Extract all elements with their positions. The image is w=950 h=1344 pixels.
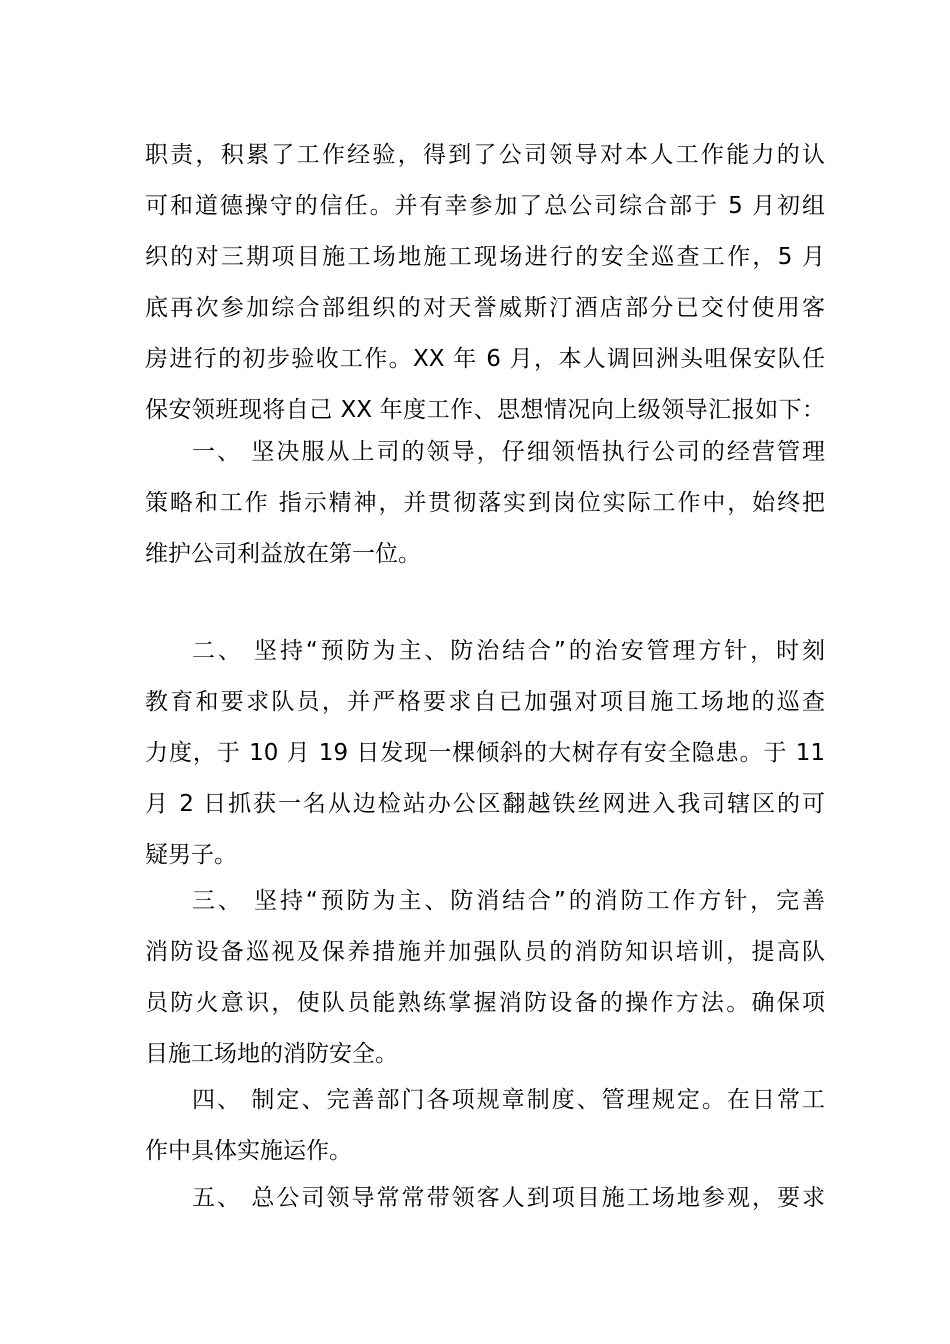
paragraph-5-first-line: 五、 总公司领导常常带领客人到项目施工场地参观，要求	[192, 1185, 825, 1211]
paragraph-1-first-line: 一、 坚决服从上司的领导，仔细领悟执行公司的经营管理	[192, 439, 825, 465]
text-line: 目施工场地的消防安全。	[145, 1041, 398, 1067]
text-line: 教育和要求队员，并严格要求自已加强对项目施工场地的巡查	[145, 689, 825, 715]
text-line: 保安领班现将自己 XX 年度工作、思想情况向上级领导汇报如下：	[145, 397, 825, 423]
paragraph-3-first-line: 三、 坚持“预防为主、防消结合”的消防工作方针，完善	[192, 888, 825, 914]
paragraph-2-first-line: 二、 坚持“预防为主、防治结合”的治安管理方针，时刻	[192, 638, 825, 664]
text-line: 力度，于 10 月 19 日发现一棵倾斜的大树存有安全隐患。于 11	[145, 740, 825, 766]
text-line: 策略和工作 指示精神，并贯彻落实到岗位实际工作中，始终把	[145, 490, 825, 516]
text-line: 可和道德操守的信任。并有幸参加了总公司综合部于 5 月初组	[145, 193, 825, 219]
text-line: 消防设备巡视及保养措施并加强队员的消防知识培训，提高队	[145, 939, 825, 965]
text-line: 底再次参加综合部组织的对天誉威斯汀酒店部分已交付使用客	[145, 295, 825, 321]
text-line: 房进行的初步验收工作。XX 年 6 月，本人调回洲头咀保安队任	[145, 346, 825, 372]
text-line: 疑男子。	[145, 842, 237, 868]
text-line: 作中具体实施运作。	[145, 1138, 352, 1164]
text-line: 月 2 日抓获一名从边检站办公区翻越铁丝网进入我司辖区的可	[145, 791, 825, 817]
text-line: 员防火意识，使队员能熟练掌握消防设备的操作方法。确保项	[145, 990, 825, 1016]
text-line: 职责，积累了工作经验，得到了公司领导对本人工作能力的认	[145, 142, 825, 168]
text-line: 维护公司利益放在第一位。	[145, 541, 421, 567]
text-line: 织的对三期项目施工场地施工现场进行的安全巡查工作，5 月	[145, 244, 825, 270]
paragraph-4-first-line: 四、 制定、完善部门各项规章制度、管理规定。在日常工	[192, 1087, 825, 1113]
